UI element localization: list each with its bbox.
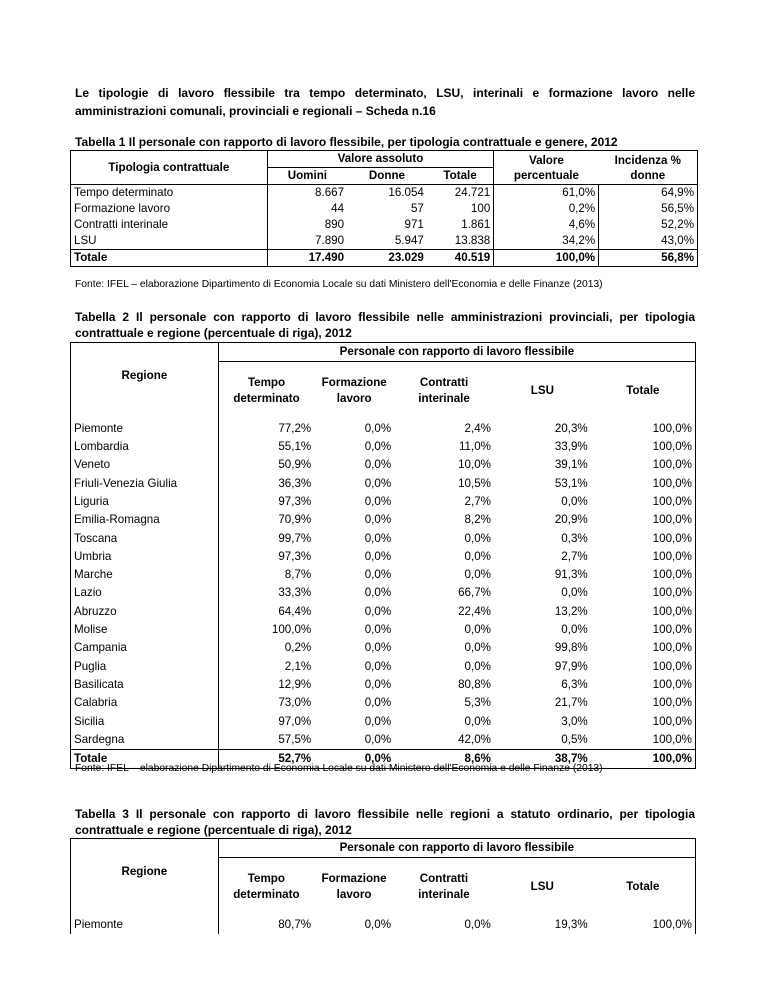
row-label-regione: Liguria bbox=[71, 493, 219, 511]
cell-tempo: 70,9% bbox=[218, 511, 314, 529]
cell-form: 0,0% bbox=[364, 917, 392, 931]
table-row bbox=[71, 566, 696, 584]
cell-tempo: 33,3% bbox=[218, 584, 314, 602]
cell-form: 0,0% bbox=[364, 440, 392, 454]
cell-tot: 100,0% bbox=[591, 511, 696, 529]
cell-uomini: 17.490 bbox=[267, 250, 347, 267]
cell-contr: 11,0% bbox=[458, 440, 491, 454]
cell-tempo: 73,0% bbox=[218, 694, 314, 712]
table-row bbox=[71, 420, 696, 438]
table-row bbox=[71, 201, 698, 217]
cell-lsu: 0,0% bbox=[561, 623, 588, 637]
cell-form: 0,0% bbox=[364, 476, 392, 490]
cell-tempo: 52,7% bbox=[218, 750, 314, 769]
table-row bbox=[71, 603, 696, 621]
table2-header-formazione: Formazione lavoro bbox=[321, 376, 387, 406]
cell-form: 0,0% bbox=[364, 714, 392, 728]
cell-contr: 80,8% bbox=[458, 677, 491, 691]
cell-perc: 34,2% bbox=[494, 233, 599, 250]
cell-contr: 10,5% bbox=[458, 476, 491, 490]
row-label-regione: Totale bbox=[71, 750, 219, 769]
cell-form: 0,0% bbox=[314, 750, 394, 769]
cell-perc: 61,0% bbox=[494, 185, 599, 202]
table-row bbox=[71, 185, 698, 202]
row-label-regione: Molise bbox=[71, 621, 219, 639]
table-row bbox=[71, 233, 698, 250]
cell-form: 0,0% bbox=[364, 494, 392, 508]
cell-contr: 8,6% bbox=[394, 750, 494, 769]
cell-form: 0,0% bbox=[364, 586, 392, 600]
table-row bbox=[71, 217, 698, 233]
table3-header-totale: Totale bbox=[591, 858, 696, 916]
table1 bbox=[70, 150, 698, 267]
table-row bbox=[71, 475, 696, 493]
cell-lsu: 20,3% bbox=[554, 421, 588, 435]
table-row bbox=[71, 916, 696, 934]
cell-lsu: 99,8% bbox=[554, 641, 588, 655]
cell-lsu: 0,0% bbox=[561, 586, 588, 600]
row-label: Tempo determinato bbox=[71, 185, 268, 202]
cell-form: 0,0% bbox=[364, 513, 392, 527]
table-row bbox=[71, 584, 696, 602]
cell-lsu: 3,0% bbox=[561, 714, 588, 728]
cell-lsu: 33,9% bbox=[554, 440, 588, 454]
cell-form: 0,0% bbox=[364, 421, 392, 435]
cell-tempo: 36,3% bbox=[218, 475, 314, 493]
cell-lsu: 6,3% bbox=[561, 677, 588, 691]
cell-contr: 5,3% bbox=[464, 696, 491, 710]
table-row bbox=[71, 694, 696, 712]
cell-contr: 0,0% bbox=[464, 568, 491, 582]
cell-uomini: 890 bbox=[267, 217, 347, 233]
cell-inc: 56,5% bbox=[599, 201, 698, 217]
cell-tempo: 97,3% bbox=[218, 548, 314, 566]
cell-totale: 24.721 bbox=[427, 185, 494, 202]
table-row bbox=[71, 530, 696, 548]
cell-lsu: 19,3% bbox=[554, 917, 588, 931]
row-label-regione: Basilicata bbox=[71, 676, 219, 694]
row-label-regione: Piemonte bbox=[71, 420, 219, 438]
cell-lsu: 0,3% bbox=[561, 531, 588, 545]
cell-lsu: 91,3% bbox=[554, 568, 588, 582]
cell-uomini: 44 bbox=[267, 201, 347, 217]
cell-form: 0,0% bbox=[364, 549, 392, 563]
cell-tempo: 2,1% bbox=[218, 658, 314, 676]
cell-tot: 100,0% bbox=[591, 713, 696, 731]
cell-donne: 5.947 bbox=[394, 234, 424, 247]
cell-form: 0,0% bbox=[364, 732, 392, 746]
cell-lsu: 20,9% bbox=[554, 513, 588, 527]
cell-donne: 16.054 bbox=[347, 185, 427, 202]
cell-donne: 57 bbox=[410, 202, 424, 215]
row-label-regione: Lazio bbox=[71, 584, 219, 602]
cell-inc: 52,2% bbox=[599, 217, 698, 233]
cell-tot: 100,0% bbox=[591, 456, 696, 474]
table3-header-contratti: Contratti interinale bbox=[418, 872, 470, 902]
cell-contr: 8,2% bbox=[464, 513, 491, 527]
cell-form: 0,0% bbox=[364, 458, 392, 472]
cell-form: 0,0% bbox=[364, 568, 392, 582]
table1-header-percentuale: Valore percentuale bbox=[494, 151, 599, 185]
row-label-regione: Sardegna bbox=[71, 731, 219, 750]
cell-contr: 0,0% bbox=[464, 641, 491, 655]
cell-tempo: 80,7% bbox=[218, 916, 314, 934]
cell-tot: 100,0% bbox=[591, 420, 696, 438]
table3-caption: Tabella 3 Il personale con rapporto di lavoro flessibile nelle regioni a statuto ordinario, per tipologia contrattuale e regione (percentuale di riga), 2012 bbox=[75, 807, 695, 837]
cell-tot: 100,0% bbox=[591, 438, 696, 456]
row-label-regione: Toscana bbox=[71, 530, 219, 548]
cell-totale: 100 bbox=[470, 202, 491, 215]
page-heading: Le tipologie di lavoro flessibile tra tempo determinato, LSU, interinali e formazione lavoro nelle amministrazioni comunali, provinciali e regionali – Scheda n.16 bbox=[75, 86, 695, 118]
cell-form: 0,0% bbox=[364, 659, 392, 673]
cell-lsu: 0,0% bbox=[561, 494, 588, 508]
cell-donne: 23.029 bbox=[347, 250, 427, 267]
cell-lsu: 39,1% bbox=[554, 458, 588, 472]
table-row bbox=[71, 731, 696, 750]
table1-source: Fonte: IFEL – elaborazione Dipartimento di Economia Locale su dati Ministero dell'Economia e delle Finanze (2013) bbox=[75, 279, 603, 290]
row-label-regione: Friuli-Venezia Giulia bbox=[71, 475, 219, 493]
cell-contr: 10,0% bbox=[458, 458, 491, 472]
table1-header-totale: Totale bbox=[443, 169, 477, 182]
cell-form: 0,0% bbox=[364, 623, 392, 637]
table-row bbox=[71, 658, 696, 676]
cell-contr: 42,0% bbox=[458, 732, 491, 746]
row-label-regione: Emilia-Romagna bbox=[71, 511, 219, 529]
table-row bbox=[71, 621, 696, 639]
table3-header-formazione: Formazione lavoro bbox=[321, 872, 387, 902]
cell-tot: 100,0% bbox=[591, 916, 696, 934]
row-label-regione: Sicilia bbox=[71, 713, 219, 731]
cell-lsu: 38,7% bbox=[494, 750, 591, 769]
table1-header-uomini: Uomini bbox=[267, 168, 347, 185]
cell-contr: 0,0% bbox=[464, 549, 491, 563]
cell-tot: 100,0% bbox=[591, 475, 696, 493]
cell-tot: 100,0% bbox=[591, 603, 696, 621]
cell-form: 0,0% bbox=[364, 531, 392, 545]
row-label: Totale bbox=[71, 250, 268, 267]
cell-tempo: 99,7% bbox=[218, 530, 314, 548]
cell-totale: 1.861 bbox=[461, 218, 491, 231]
table-row bbox=[71, 713, 696, 731]
row-label: Contratti interinale bbox=[71, 217, 268, 233]
cell-totale: 40.519 bbox=[427, 250, 494, 267]
cell-tot: 100,0% bbox=[591, 566, 696, 584]
cell-tempo: 97,0% bbox=[218, 713, 314, 731]
cell-tot: 100,0% bbox=[591, 658, 696, 676]
row-label-regione: Umbria bbox=[71, 548, 219, 566]
cell-form: 0,0% bbox=[364, 604, 392, 618]
table-row bbox=[71, 493, 696, 511]
table2-caption: Tabella 2 Il personale con rapporto di lavoro flessibile nelle amministrazioni provinciali, per tipologia contrattuale e regione (percentuale di riga), 2012 bbox=[75, 310, 695, 340]
cell-tot: 100,0% bbox=[591, 548, 696, 566]
cell-contr: 0,0% bbox=[464, 659, 491, 673]
cell-lsu: 21,7% bbox=[554, 696, 588, 710]
cell-tempo: 50,9% bbox=[218, 456, 314, 474]
cell-tempo: 8,7% bbox=[218, 566, 314, 584]
cell-tempo: 55,1% bbox=[218, 438, 314, 456]
cell-perc: 100,0% bbox=[494, 250, 599, 267]
table2-header-lsu: LSU bbox=[530, 383, 554, 397]
cell-lsu: 0,5% bbox=[561, 732, 588, 746]
row-label: Formazione lavoro bbox=[71, 201, 268, 217]
table3-header-regione: Regione bbox=[71, 839, 219, 916]
table1-caption: Tabella 1 Il personale con rapporto di lavoro flessibile, per tipologia contrattuale e genere, 2012 bbox=[75, 135, 618, 149]
cell-uomini: 8.667 bbox=[267, 185, 347, 202]
row-label-regione: Piemonte bbox=[71, 916, 219, 934]
cell-contr: 0,0% bbox=[464, 623, 491, 637]
cell-contr: 66,7% bbox=[458, 586, 491, 600]
cell-tempo: 77,2% bbox=[218, 420, 314, 438]
cell-contr: 2,4% bbox=[464, 421, 491, 435]
cell-tot: 100,0% bbox=[591, 584, 696, 602]
table2-header-regione: Regione bbox=[71, 343, 219, 420]
cell-perc: 4,6% bbox=[494, 217, 599, 233]
row-label-regione: Lombardia bbox=[71, 438, 219, 456]
cell-tempo: 0,2% bbox=[218, 639, 314, 657]
cell-tot: 100,0% bbox=[591, 676, 696, 694]
table2-header-tempo: Tempo determinato bbox=[218, 362, 314, 420]
row-label-regione: Veneto bbox=[71, 456, 219, 474]
row-label-regione: Campania bbox=[71, 639, 219, 657]
cell-contr: 0,0% bbox=[464, 917, 491, 931]
cell-inc: 43,0% bbox=[599, 233, 698, 250]
table1-header-donne: Donne bbox=[368, 169, 405, 182]
table2-header-contratti: Contratti interinale bbox=[418, 376, 470, 406]
cell-tempo: 57,5% bbox=[218, 731, 314, 750]
table-row bbox=[71, 438, 696, 456]
row-label-regione: Puglia bbox=[71, 658, 219, 676]
cell-tempo: 97,3% bbox=[218, 493, 314, 511]
cell-lsu: 13,2% bbox=[554, 604, 588, 618]
cell-contr: 0,0% bbox=[464, 531, 491, 545]
cell-uomini: 7.890 bbox=[267, 233, 347, 250]
cell-lsu: 53,1% bbox=[554, 476, 588, 490]
cell-contr: 0,0% bbox=[464, 714, 491, 728]
cell-totale: 13.838 bbox=[454, 234, 491, 247]
cell-tot: 100,0% bbox=[591, 750, 696, 769]
table-row bbox=[71, 511, 696, 529]
cell-tempo: 12,9% bbox=[218, 676, 314, 694]
table2-header-totale: Totale bbox=[591, 362, 696, 420]
table-row bbox=[71, 548, 696, 566]
table3-header-lsu: LSU bbox=[530, 879, 554, 893]
row-label: LSU bbox=[71, 233, 268, 250]
row-label-regione: Marche bbox=[71, 566, 219, 584]
cell-form: 0,0% bbox=[364, 696, 392, 710]
row-label-regione: Calabria bbox=[71, 694, 219, 712]
cell-form: 0,0% bbox=[364, 677, 392, 691]
cell-tot: 100,0% bbox=[591, 493, 696, 511]
cell-tempo: 64,4% bbox=[218, 603, 314, 621]
table1-header-incidenza: Incidenza % donne bbox=[599, 151, 698, 185]
cell-inc: 56,8% bbox=[599, 250, 698, 267]
cell-tot: 100,0% bbox=[591, 530, 696, 548]
table2-header-group: Personale con rapporto di lavoro flessibile bbox=[218, 343, 695, 362]
table2-source: Fonte: IFEL – elaborazione Dipartimento di Economia Locale su dati Ministero dell'Economia e delle Finanze (2013) bbox=[75, 763, 603, 774]
cell-tot: 100,0% bbox=[591, 639, 696, 657]
cell-contr: 2,7% bbox=[464, 494, 491, 508]
table-row bbox=[71, 639, 696, 657]
table-total-row bbox=[71, 250, 698, 267]
table3-header-tempo: Tempo determinato bbox=[218, 858, 314, 916]
table2 bbox=[70, 342, 696, 769]
cell-form: 0,0% bbox=[364, 641, 392, 655]
cell-tot: 100,0% bbox=[591, 731, 696, 750]
table-row bbox=[71, 676, 696, 694]
cell-lsu: 2,7% bbox=[561, 549, 588, 563]
cell-lsu: 97,9% bbox=[554, 659, 588, 673]
row-label-regione: Abruzzo bbox=[71, 603, 219, 621]
table-row bbox=[71, 456, 696, 474]
cell-tempo: 100,0% bbox=[218, 621, 314, 639]
table3 bbox=[70, 838, 696, 934]
table1-header-assoluto: Valore assoluto bbox=[267, 151, 494, 168]
table1-header-tipologia: Tipologia contrattuale bbox=[71, 151, 268, 185]
cell-inc: 64,9% bbox=[599, 185, 698, 202]
cell-contr: 22,4% bbox=[458, 604, 491, 618]
table3-header-group: Personale con rapporto di lavoro flessibile bbox=[218, 839, 695, 858]
cell-tot: 100,0% bbox=[591, 694, 696, 712]
cell-tot: 100,0% bbox=[591, 621, 696, 639]
cell-perc: 0,2% bbox=[494, 201, 599, 217]
cell-donne: 971 bbox=[404, 218, 424, 231]
